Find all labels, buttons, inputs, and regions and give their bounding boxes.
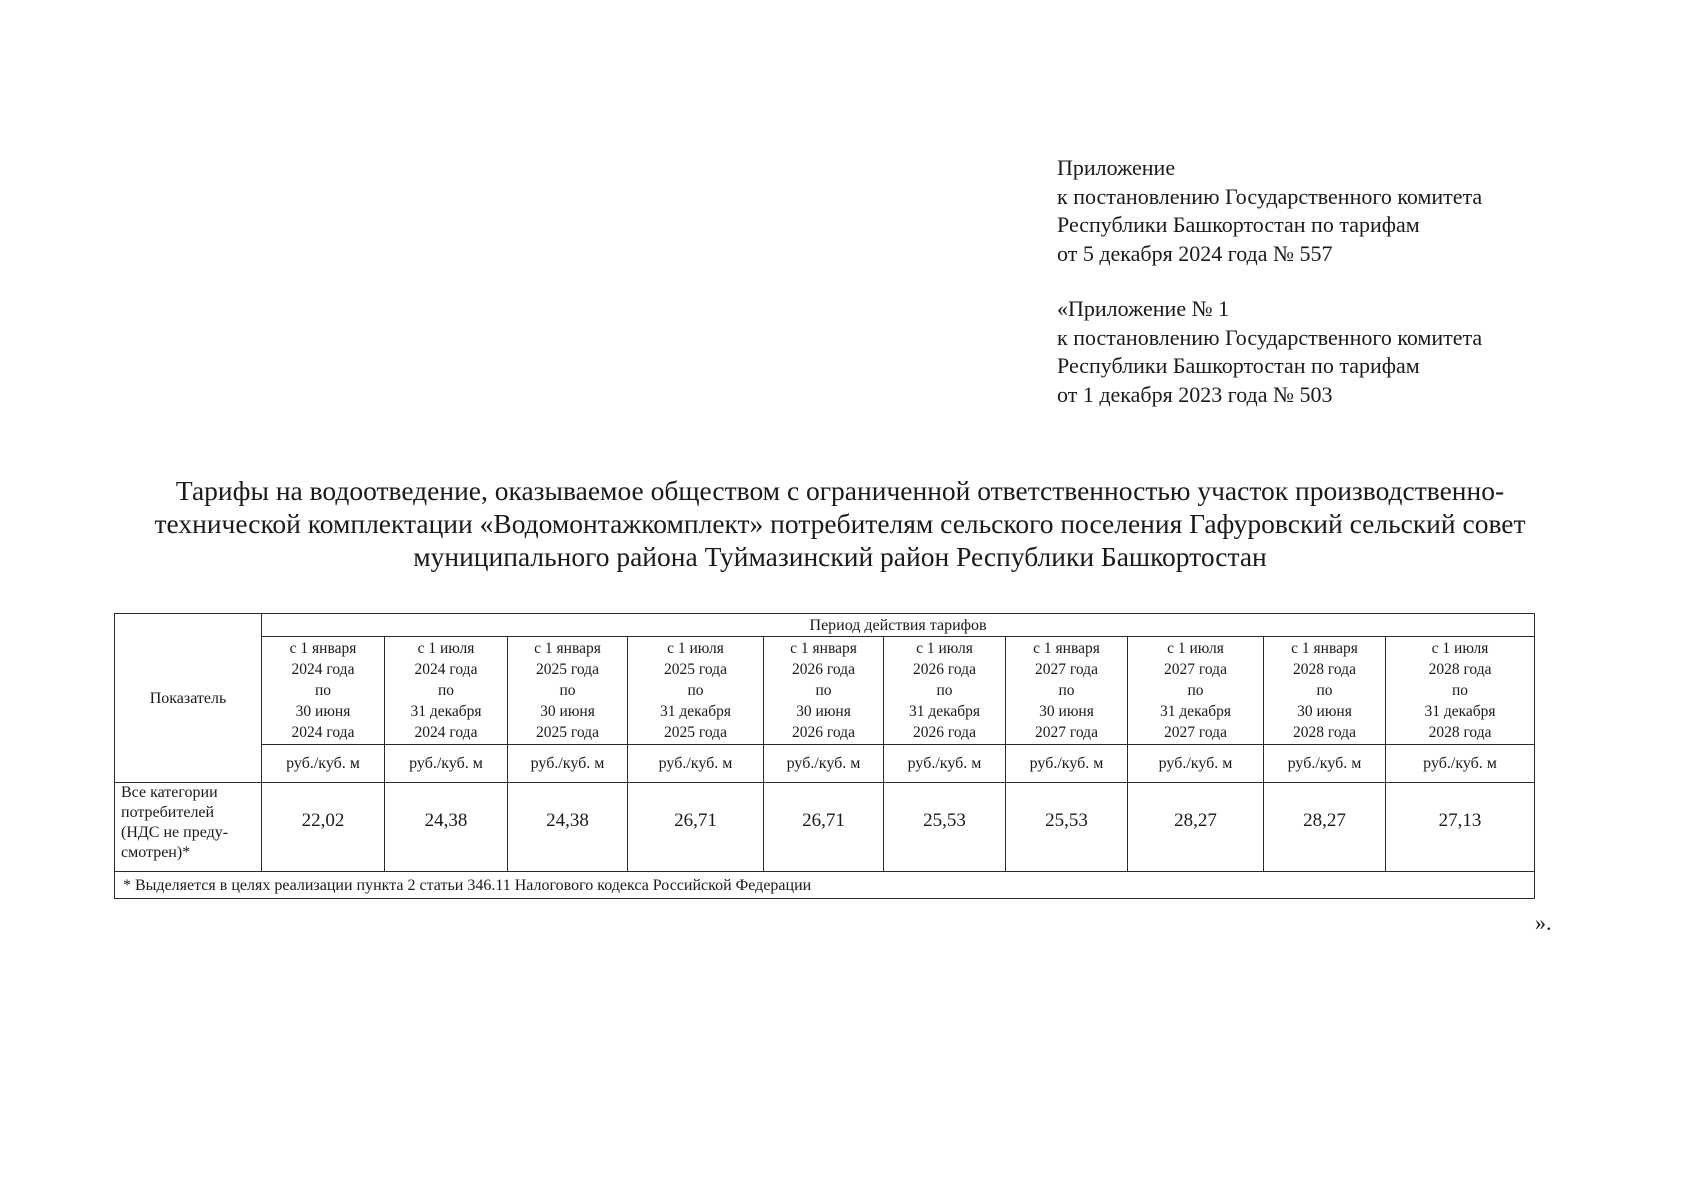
period-date-line: по bbox=[1452, 682, 1469, 699]
tariff-value-cell: 25,53 bbox=[1006, 783, 1128, 872]
period-date-line: 2027 года bbox=[1164, 661, 1227, 678]
period-date-cell bbox=[1128, 637, 1264, 745]
period-date-line: 30 июня bbox=[1297, 703, 1352, 720]
unit-cell: руб./куб. м bbox=[1386, 745, 1535, 783]
tariff-value-cell: 25,53 bbox=[884, 783, 1006, 872]
period-date-line: 2028 года bbox=[1428, 724, 1492, 741]
period-date-line: по bbox=[1316, 682, 1333, 699]
period-date-line: по bbox=[815, 682, 832, 699]
period-date-line: 2024 года bbox=[414, 724, 478, 741]
title-line: муниципального района Туймазинский район Республики Башкортостан bbox=[413, 541, 1267, 572]
tariff-value-cell: 24,38 bbox=[508, 783, 628, 872]
unit-cell: руб./куб. м bbox=[628, 745, 764, 783]
category-line: (НДС не преду- bbox=[121, 824, 229, 841]
appendix-header-line: к постановлению Государственного комитета bbox=[1057, 183, 1483, 209]
period-date-cell bbox=[508, 637, 628, 745]
period-date-line: 31 декабря bbox=[1159, 703, 1232, 720]
appendix-1-header-line: «Приложение № 1 bbox=[1057, 296, 1230, 321]
period-date-line: с 1 января bbox=[790, 640, 857, 657]
period-date-line: 30 июня bbox=[796, 703, 851, 720]
period-date-line: 2027 года bbox=[1035, 661, 1098, 678]
appendix-1-header bbox=[1057, 295, 1617, 409]
period-date-line: 2027 года bbox=[1035, 724, 1098, 741]
unit-cell: руб./куб. м bbox=[1264, 745, 1386, 783]
period-dates-row bbox=[115, 637, 1535, 745]
period-date-line: 2024 года bbox=[291, 661, 355, 678]
appendix-header-line: Приложение bbox=[1057, 155, 1176, 180]
period-date-line: 2026 года bbox=[913, 661, 976, 678]
period-date-line: 2025 года bbox=[664, 724, 727, 741]
tariff-value-cell: 22,02 bbox=[262, 783, 385, 872]
unit-cell: руб./куб. м bbox=[1006, 745, 1128, 783]
period-date-line: с 1 июля bbox=[417, 640, 475, 657]
appendix-header bbox=[1057, 154, 1617, 268]
period-date-line: по bbox=[314, 682, 332, 699]
unit-cell: руб./куб. м bbox=[1128, 745, 1264, 783]
period-date-line: 30 июня bbox=[1039, 703, 1094, 720]
period-date-line: 2026 года bbox=[913, 724, 976, 741]
period-header: Период действия тарифов bbox=[262, 614, 1535, 637]
period-date-cell bbox=[1006, 637, 1128, 745]
title-line: Тарифы на водоотведение, оказываемое обществом с ограниченной ответственностью участок производственно- bbox=[175, 475, 1505, 506]
tariff-value-cell: 28,27 bbox=[1264, 783, 1386, 872]
period-date-line: по bbox=[1187, 682, 1204, 699]
appendix-header-line: Республики Башкортостан по тарифам bbox=[1057, 212, 1420, 237]
period-date-line: 2026 года bbox=[792, 724, 855, 741]
value-row bbox=[115, 783, 1535, 872]
tariff-value-cell: 24,38 bbox=[385, 783, 508, 872]
category-line: потребителей bbox=[121, 804, 215, 821]
period-date-line: 31 декабря bbox=[410, 703, 482, 720]
unit-cell: руб./куб. м bbox=[884, 745, 1006, 783]
appendix-header-line: от 5 декабря 2024 года № 557 bbox=[1057, 240, 1333, 266]
period-date-line: с 1 января bbox=[1291, 640, 1358, 657]
period-date-line: по bbox=[437, 682, 455, 699]
appendix-1-header-line: Республики Башкортостан по тарифам bbox=[1057, 353, 1420, 378]
appendix-1-header-line: от 1 декабря 2023 года № 503 bbox=[1057, 381, 1333, 407]
category-line: смотрен)* bbox=[121, 844, 191, 861]
period-date-line: по bbox=[936, 682, 953, 699]
period-date-line: с 1 июля bbox=[1431, 640, 1489, 657]
period-date-line: по bbox=[1058, 682, 1075, 699]
category-cell bbox=[115, 783, 262, 872]
unit-cell: руб./куб. м bbox=[385, 745, 508, 783]
period-date-line: с 1 января bbox=[289, 640, 357, 657]
period-date-line: 2024 года bbox=[291, 724, 355, 741]
period-date-line: 2028 года bbox=[1293, 724, 1356, 741]
period-date-line: по bbox=[559, 682, 576, 699]
unit-cell: руб./куб. м bbox=[262, 745, 385, 783]
appendix-1-header-line: к постановлению Государственного комитета bbox=[1057, 324, 1483, 350]
period-date-line: 2025 года bbox=[536, 724, 599, 741]
period-date-line: с 1 июля bbox=[667, 640, 724, 657]
tariff-table bbox=[114, 613, 1535, 899]
period-date-line: 2027 года bbox=[1164, 724, 1227, 741]
period-date-line: с 1 июля bbox=[916, 640, 973, 657]
period-date-line: 30 июня bbox=[540, 703, 595, 720]
period-date-line: 2025 года bbox=[664, 661, 727, 678]
period-date-line: с 1 января bbox=[534, 640, 601, 657]
period-date-cell bbox=[884, 637, 1006, 745]
period-date-cell bbox=[1386, 637, 1535, 745]
period-date-cell bbox=[262, 637, 385, 745]
tariff-value-cell: 27,13 bbox=[1386, 783, 1535, 872]
period-date-line: 30 июня bbox=[295, 703, 351, 720]
footnote: * Выделяется в целях реализации пункта 2 статьи 346.11 Налогового кодекса Российской Федерации bbox=[115, 872, 1535, 899]
unit-row bbox=[115, 745, 1535, 783]
title-line: технической комплектации «Водомонтажкомплект» потребителям сельского поселения Гафуровский сельский совет bbox=[154, 508, 1526, 539]
period-date-line: 2028 года bbox=[1428, 661, 1492, 678]
period-date-line: 2028 года bbox=[1293, 661, 1356, 678]
period-date-cell bbox=[764, 637, 884, 745]
period-date-line: с 1 января bbox=[1033, 640, 1100, 657]
tariff-value-cell: 28,27 bbox=[1128, 783, 1264, 872]
period-date-cell bbox=[1264, 637, 1386, 745]
period-date-line: 31 декабря bbox=[908, 703, 981, 720]
tariff-value-cell: 26,71 bbox=[764, 783, 884, 872]
period-date-line: 31 декабря bbox=[1424, 703, 1496, 720]
unit-cell: руб./куб. м bbox=[508, 745, 628, 783]
indicator-header: Показатель bbox=[115, 614, 262, 783]
tariff-value-cell: 26,71 bbox=[628, 783, 764, 872]
period-date-line: 31 декабря bbox=[659, 703, 732, 720]
closing-quote: ». bbox=[1535, 910, 1552, 935]
period-date-line: по bbox=[687, 682, 704, 699]
unit-cell: руб./куб. м bbox=[764, 745, 884, 783]
period-date-line: 2026 года bbox=[792, 661, 855, 678]
document-title bbox=[110, 474, 1570, 573]
period-date-line: 2024 года bbox=[414, 661, 478, 678]
period-date-cell bbox=[385, 637, 508, 745]
period-date-cell bbox=[628, 637, 764, 745]
period-date-line: с 1 июля bbox=[1167, 640, 1224, 657]
period-date-line: 2025 года bbox=[536, 661, 599, 678]
category-line: Все категории bbox=[121, 784, 218, 801]
